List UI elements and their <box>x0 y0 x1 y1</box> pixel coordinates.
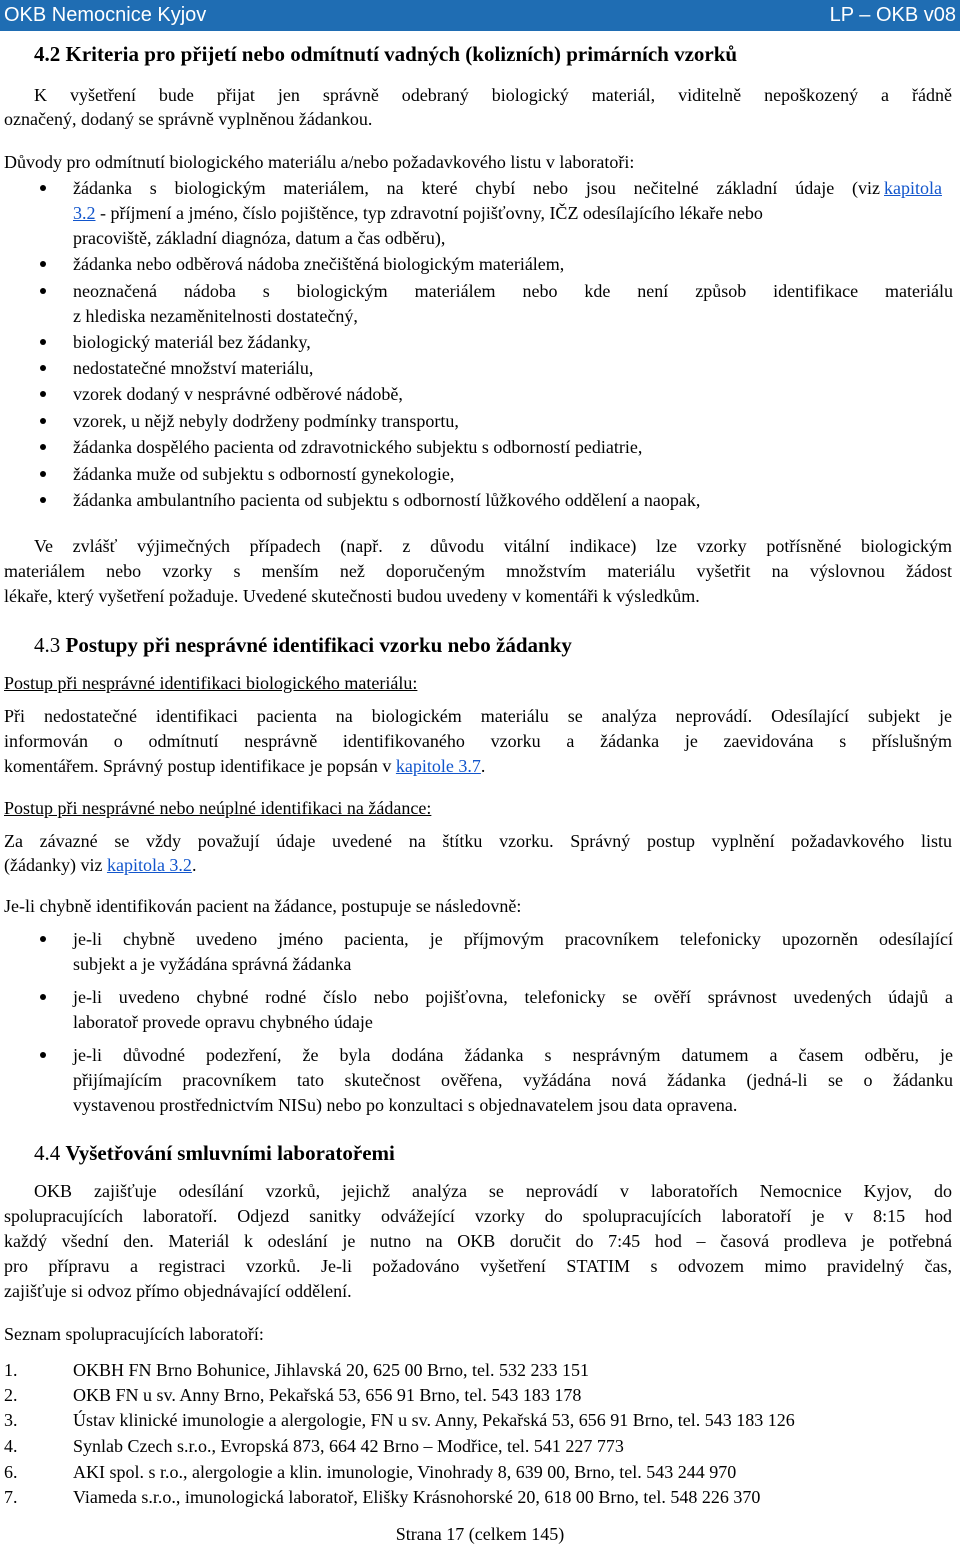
section-4-2-title: 4.2 Kriteria pro přijetí nebo odmítnutí vadných (kolizních) primárních vzorků <box>34 42 738 66</box>
lab-number: 7. <box>4 1487 18 1507</box>
page-header <box>0 0 960 31</box>
bullet-icon <box>40 261 46 267</box>
link-kapitole-3-7[interactable]: kapitole 3.7 <box>395 756 481 776</box>
lab-item: OKBH FN Brno Bohunice, Jihlavská 20, 625 00 Brno, tel. 532 233 151 <box>73 1360 589 1380</box>
s43-c3-line1: je-li důvodné podezření, že byla dodána žádanka s nesprávným datumem a časem odběru, je <box>73 1045 953 1065</box>
s44-p1-line5: zajišťuje si odvoz přímo objednávající oddělení. <box>4 1281 352 1301</box>
s42-p1-line2: označený, dodaný se správně vyplněnou žádankou. <box>4 109 373 129</box>
lab-number: 4. <box>4 1436 18 1456</box>
s44-list-intro: Seznam spolupracujících laboratoří: <box>4 1324 264 1344</box>
s44-p1-line4: pro přípravu a registraci vzorků. Je-li požadováno vyšetření STATIM s odvozem mimo pravidelný čas, <box>4 1256 952 1276</box>
s43-c2-line1: je-li uvedeno chybné rodné číslo nebo pojišťovna, telefonicky se ověří správnost uvedených údajů a <box>73 987 953 1007</box>
s42-b3-line2: z hlediska nezaměnitelnosti dostatečný, <box>73 306 358 326</box>
s43-subheading-1: Postup při nesprávné identifikaci biologického materiálu: <box>4 673 418 693</box>
bullet-icon <box>40 497 46 503</box>
s42-b9: žádanka muže od subjektu s odborností gynekologie, <box>73 464 455 484</box>
s42-b10: žádanka ambulantního pacienta od subjektu s odborností lůžkového oddělení a naopak, <box>73 490 701 510</box>
s42-p2-line1: Ve zvlášť výjimečných případech (např. z důvodu vitální indikace) lze vzorky potřísněné biologickým <box>34 536 952 556</box>
s43-p2-line1: Za závazné se vždy považují údaje uvedené na štítku vzorku. Správný postup vyplnění požadavkového listu <box>4 831 952 851</box>
link-kapitola-3-2-c[interactable]: kapitola 3.2 <box>106 855 192 875</box>
s43-subheading-2: Postup při nesprávné nebo neúplné identifikaci na žádance: <box>4 798 432 818</box>
lab-item: Ústav klinické imunologie a alergologie, FN u sv. Anny, Pekařská 53, 656 91 Brno, tel. 543 183 126 <box>73 1410 795 1430</box>
s43-p1-line1: Při nedostatečné identifikaci pacienta na biologickém materiálu se analýza neprovádí. Odesílající subjekt je <box>4 706 952 726</box>
bullet-icon <box>40 185 46 191</box>
lab-number: 2. <box>4 1385 18 1405</box>
bullet-icon <box>40 936 46 942</box>
s43-c1-line2: subjekt a je vyžádána správná žádanka <box>73 954 352 974</box>
header-doc-id: LP – OKB v08 <box>829 4 956 26</box>
bullet-icon <box>40 418 46 424</box>
link-kapitola-3-2-b[interactable]: 3.2 <box>73 203 96 223</box>
page-footer: Strana 17 (celkem 145) <box>395 1524 565 1544</box>
bullet-icon <box>40 444 46 450</box>
s42-p2-line2: materiálem nebo vzorky s menším než doporučeným množstvím materiálu vyšetřit na výslovnou žádost <box>4 561 952 581</box>
s43-c3-line2: přijímajícím pracovníkem tato skutečnost ověřena, vyžádána nová žádanka (jedná-li se o žádanku <box>73 1070 953 1090</box>
s43-p2-line2: (žádanky) viz kapitola 3.2. <box>4 855 197 875</box>
s42-b8: žádanka dospělého pacienta od zdravotnického subjektu s odborností pediatrie, <box>73 437 643 457</box>
s44-p1-line1: OKB zajišťuje odesílání vzorků, jejichž analýza se neprovádí v laboratořích Nemocnice Kyjov, do <box>34 1181 952 1201</box>
lab-number: 6. <box>4 1462 18 1482</box>
s44-p1-line2: spolupracujících laboratoří. Odjezd sanitky odvážející vzorky do spolupracujících laboratoří je v 8:15 hod <box>4 1206 952 1226</box>
s42-b1-line1: žádanka s biologickým materiálem, na které chybí nebo jsou nečitelné základní údaje (viz <box>73 178 880 198</box>
bullet-icon <box>40 365 46 371</box>
s43-p1-line2: informován o odmítnutí nesprávně identifikovaného vzorku a žádanka je zaevidována s příslušným <box>4 731 952 751</box>
bullet-icon <box>40 994 46 1000</box>
s42-reasons-intro: Důvody pro odmítnutí biologického materiálu a/nebo požadavkového listu v laboratoři: <box>4 152 635 172</box>
s42-b1-line2: 3.2 - příjmení a jméno, číslo pojištěnce, typ zdravotní pojišťovny, IČZ odesílajícího lékaře nebo <box>73 203 763 223</box>
section-4-3-title: 4.3 Postupy při nesprávné identifikaci vzorku nebo žádanky <box>34 633 572 657</box>
lab-item: Viameda s.r.o., imunologická laboratoř, Elišky Krásnohorské 20, 618 00 Brno, tel. 548 226 370 <box>73 1487 761 1507</box>
lab-item: AKI spol. s r.o., alergologie a klin. imunologie, Vinohrady 8, 639 00, Brno, tel. 543 244 970 <box>73 1462 737 1482</box>
s42-b2: žádanka nebo odběrová nádoba znečištěná biologickým materiálem, <box>73 254 565 274</box>
link-kapitola-3-2-a[interactable]: kapitola <box>884 178 942 198</box>
s42-p2-line3: lékaře, který vyšetření požaduje. Uvedené skutečnosti budou uvedeny v komentáři k výsledkům. <box>4 586 700 606</box>
bullet-icon <box>40 391 46 397</box>
lab-item: OKB FN u sv. Anny Brno, Pekařská 53, 656 91 Brno, tel. 543 183 178 <box>73 1385 582 1405</box>
bullet-icon <box>40 288 46 294</box>
s42-b1-line3: pracoviště, základní diagnóza, datum a čas odběru), <box>73 228 446 248</box>
s42-b7: vzorek, u nějž nebyly dodrženy podmínky transportu, <box>73 411 459 431</box>
s43-p3: Je-li chybně identifikován pacient na žádance, postupuje se následovně: <box>4 896 522 916</box>
lab-number: 1. <box>4 1360 18 1380</box>
s44-p1-line3: každý všední den. Materiál k odeslání je nutno na OKB doručit do 7:45 hod – časová prodleva je potřebná <box>4 1231 952 1251</box>
lab-number: 3. <box>4 1410 18 1430</box>
section-4-4-title: 4.4 Vyšetřování smluvními laboratořemi <box>34 1141 395 1165</box>
bullet-icon <box>40 339 46 345</box>
s42-b5: nedostatečné množství materiálu, <box>73 358 314 378</box>
lab-item: Synlab Czech s.r.o., Evropská 873, 664 42 Brno – Modřice, tel. 541 227 773 <box>73 1436 624 1456</box>
s43-c3-line3: vystavenou prostřednictvím NISu) nebo po konzultaci s objednavatelem jsou data opravena. <box>73 1095 738 1115</box>
bullet-icon <box>40 1052 46 1058</box>
s43-c1-line1: je-li chybně uvedeno jméno pacienta, je příjmovým pracovníkem telefonicky upozorněn odesílající <box>73 929 953 949</box>
s42-b4: biologický materiál bez žádanky, <box>73 332 311 352</box>
s42-p1-line1: K vyšetření bude přijat jen správně odebraný biologický materiál, viditelně nepoškozený a řádně <box>34 85 952 105</box>
header-org: OKB Nemocnice Kyjov <box>4 4 207 26</box>
s43-p1-line3: komentářem. Správný postup identifikace je popsán v kapitole 3.7. <box>4 756 486 776</box>
bullet-icon <box>40 471 46 477</box>
s43-c2-line2: laboratoř provede opravu chybného údaje <box>73 1012 373 1032</box>
s42-b6: vzorek dodaný v nesprávné odběrové nádobě, <box>73 384 403 404</box>
s42-b3-line1: neoznačená nádoba s biologickým materiálem nebo kde není způsob identifikace materiálu <box>73 281 953 301</box>
